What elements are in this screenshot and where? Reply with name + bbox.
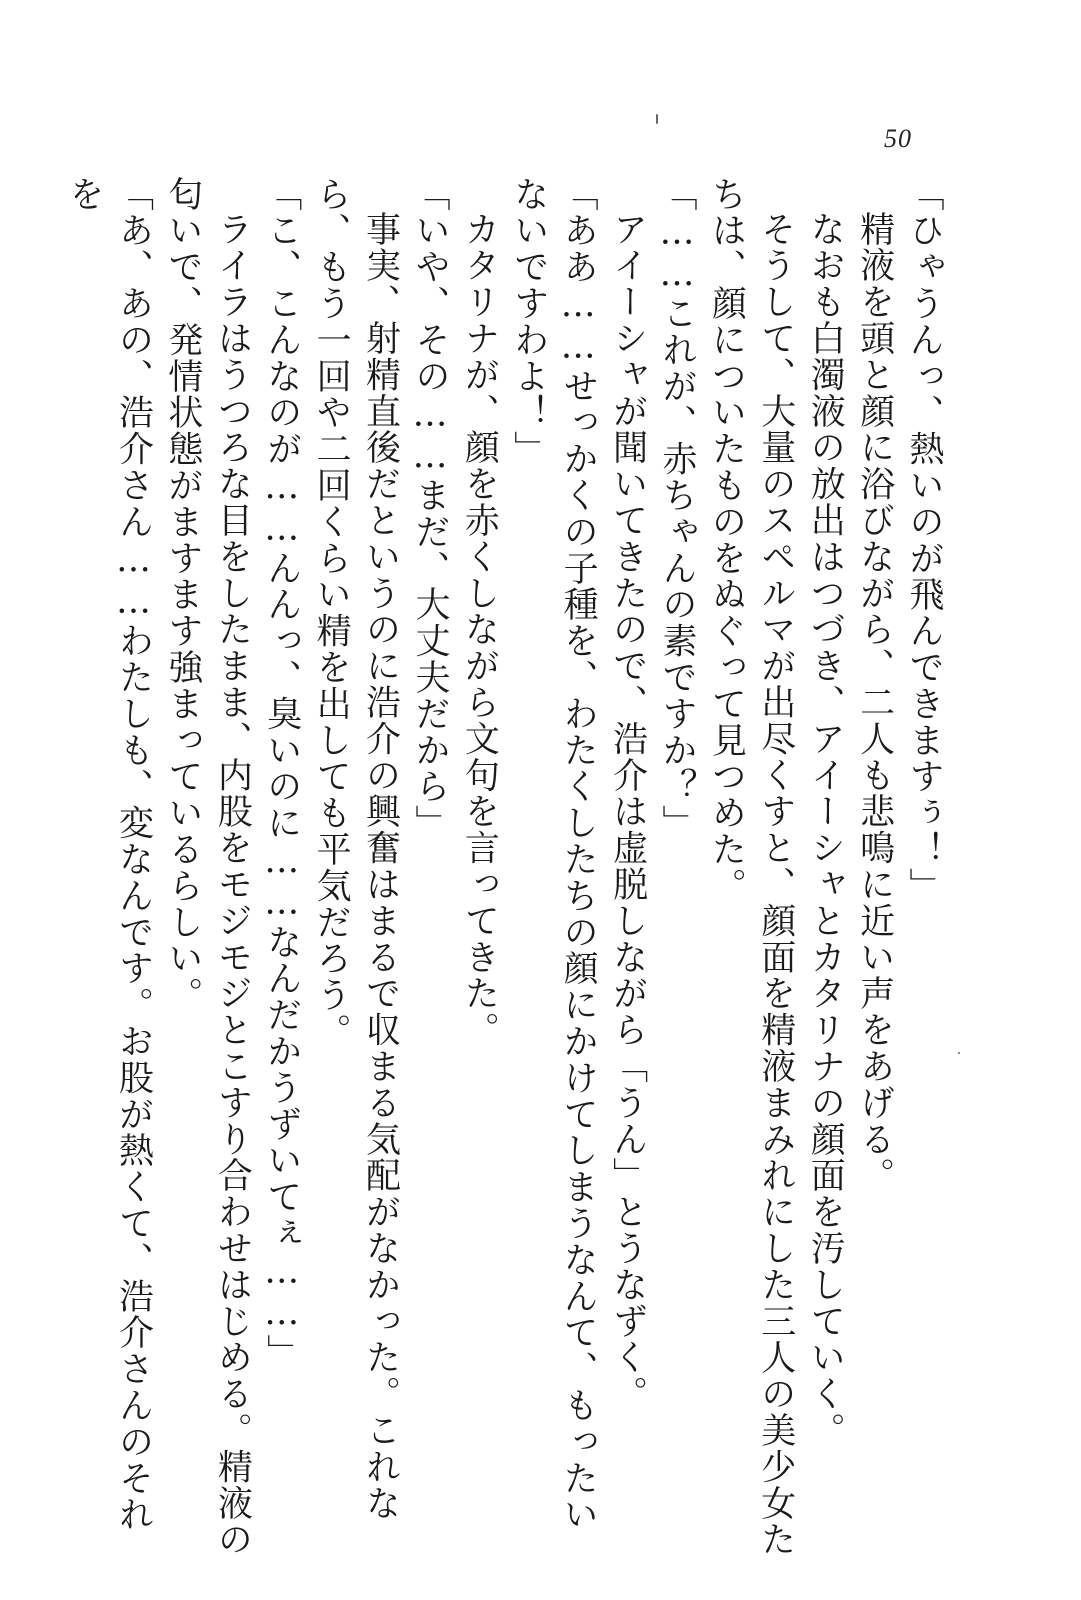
page-number: 50 [884, 124, 912, 153]
narration-paragraph: なおも白濁液の放出はつづき、アイーシャとカタリナの顔面を汚していく。 [805, 211, 846, 1449]
narration-paragraph: そうして、大量のスペルマが出尽くすと、顔面を精液まみれにした三人の美少女たちは、顔についたものをぬぐって見つめた。 [706, 176, 796, 1558]
scan-speck [958, 1052, 960, 1054]
narration-paragraph: カタリナが、顔を赤くしながら文句を言ってきた。 [459, 211, 500, 1049]
novel-text [59, 176, 948, 1566]
dialogue-line: 「いや、その……まだ、大丈夫だから」 [409, 176, 450, 842]
narration-paragraph: アイーシャが聞いてきたので、浩介は虚脱しながら「うん」とうなずく。 [607, 211, 648, 1413]
dialogue-line: 「ひゃうんっ、熱いのが飛んできますぅ！」 [904, 176, 944, 904]
narration-paragraph: 精液を頭と顔に浴びながら、二人も悲鳴に近い声をあげる。 [854, 211, 895, 1194]
dialogue-line: 「ああ……せっかくの子種を、わたくしたちの顔にかけてしまうなんて、もったいないですわよ！」 [508, 176, 599, 1533]
dialogue-line: 「……これが、赤ちゃんの素ですか？」 [656, 176, 697, 842]
narration-paragraph: ライラはうつろな目をしたまま、内股をモジモジとこすり合わせはじめる。精液の匂いで、発情状態がますます強まっているらしい。 [162, 176, 253, 1558]
dialogue-line: 「あ、あの、浩介さん……わたしも、変なんです。お股が熱くて、浩介さんのそれを [64, 176, 154, 1533]
narration-paragraph: 事実、射精直後だというのに浩介の興奮はまるで収まる気配がなかった。これなら、もう一回や二回くらい精を出しても平気だろう。 [311, 176, 401, 1522]
scan-speck [656, 114, 658, 124]
dialogue-line: 「こ、こんなのが……んんっ、臭いのに……なんだかうずいてぇ……」 [261, 176, 302, 1371]
